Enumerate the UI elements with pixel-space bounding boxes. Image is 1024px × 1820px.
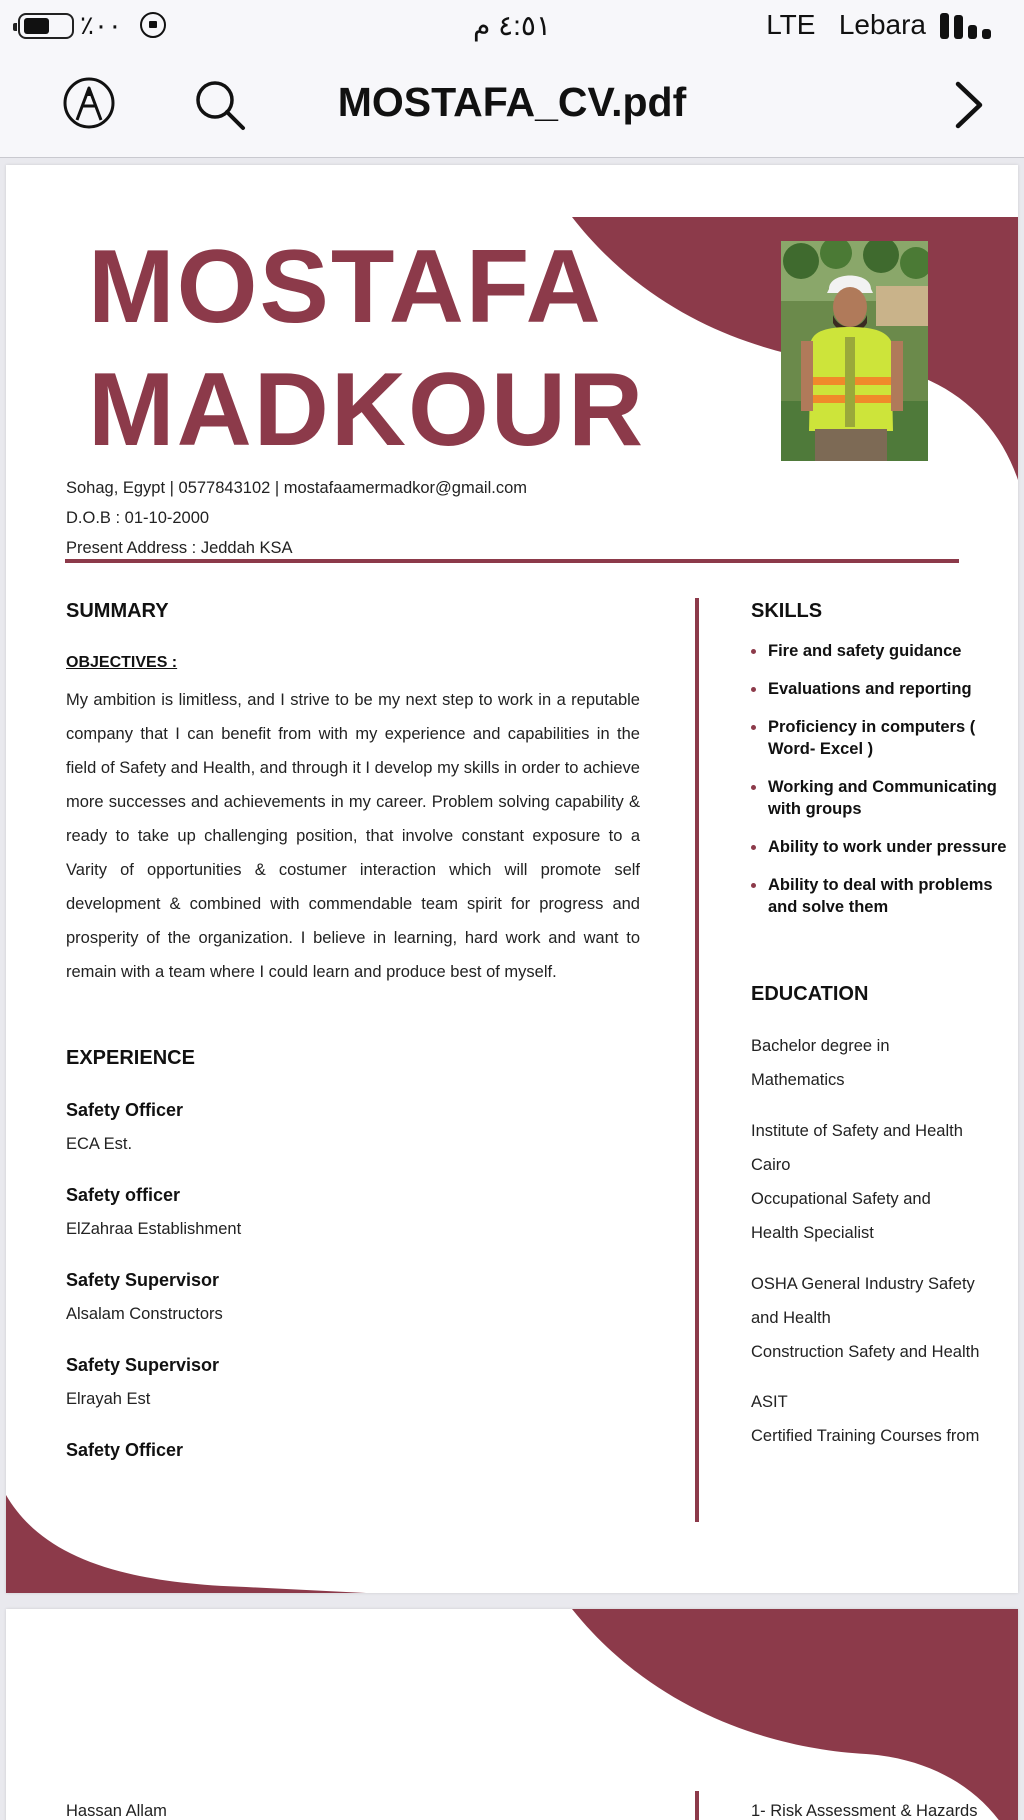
job-company: ECA Est.: [66, 1135, 133, 1153]
profile-photo-image: [781, 241, 928, 461]
name-first: MOSTAFA: [88, 229, 603, 345]
skills-list: [751, 640, 1018, 918]
skill-item: Evaluations and reporting: [751, 678, 1018, 700]
column-divider: [695, 1791, 699, 1820]
education-line: Cairo: [751, 1156, 791, 1174]
pdf-page-2[interactable]: [6, 1609, 1018, 1820]
signal-icon: [938, 13, 1012, 39]
education-line: Occupational Safety and: [751, 1190, 931, 1208]
education-line: Health Specialist: [751, 1224, 874, 1242]
skill-item: Working and Communicating with groups: [751, 776, 1018, 820]
job-title: Safety Officer: [66, 1100, 184, 1120]
clock: ٤:٥١ م: [472, 10, 552, 41]
education-line: Mathematics: [751, 1071, 845, 1089]
skills-heading: SKILLS: [751, 600, 823, 622]
header-divider: [65, 559, 959, 563]
education-line: Bachelor degree in: [751, 1037, 890, 1055]
job-title: Safety Supervisor: [66, 1355, 220, 1375]
carrier-info: [766, 9, 926, 41]
skill-item: Ability to work under pressure: [751, 836, 1018, 858]
contact-info: Sohag, Egypt | 0577843102 | mostafaamermadkor@gmail.com: [66, 479, 527, 497]
experience-heading: EXPERIENCE: [66, 1047, 195, 1069]
summary-heading: SUMMARY: [66, 600, 169, 622]
pdf-page-1[interactable]: [6, 165, 1018, 1593]
education-line: ASIT: [751, 1393, 788, 1411]
education-heading: EDUCATION: [751, 983, 869, 1005]
job-title: Safety officer: [66, 1185, 181, 1205]
date-of-birth: D.O.B : 01-10-2000: [66, 509, 210, 527]
name-last: MADKOUR: [88, 352, 646, 468]
page2-left-text: Hassan Allam: [66, 1802, 167, 1820]
job-title: Safety Officer: [66, 1440, 184, 1460]
job-company: ElZahraa Establishment: [66, 1220, 242, 1238]
network-type: LTE: [766, 9, 816, 40]
education-line: Certified Training Courses from: [751, 1427, 980, 1445]
job-company: Elrayah Est: [66, 1390, 151, 1408]
nav-bar: [0, 52, 1024, 158]
carrier-name: Lebara: [838, 9, 926, 40]
profile-photo: [781, 241, 928, 461]
summary-text: My ambition is limitless, and I strive to be my next step to work in a reputable company that I can benefit from with my experience and capabilities in the field of Safety and Health, and through it I develop my skills in order to achieve more successes and achievements in my career. Problem solving capability & ready to take up challenging position, that involve constant exposure to a Varity of opportunities & costumer interaction which will promote self development & combined with commendable team spirit for progress and prosperity of the organization. I believe in learning, hard work and want to remain with a team where I could learn and produce best of myself.: [66, 691, 640, 981]
skill-item: Ability to deal with problems and solve them: [751, 874, 1018, 918]
battery-percent: ٪۰۰: [80, 10, 122, 40]
page2-right-text: 1- Risk Assessment & Hazards: [751, 1802, 978, 1820]
document-title: MOSTAFA_CV.pdf: [337, 79, 687, 125]
column-divider: [695, 598, 699, 1522]
present-address: Present Address : Jeddah KSA: [66, 539, 293, 557]
decorative-wave-shape: [6, 1609, 1018, 1820]
skill-item: Fire and safety guidance: [751, 640, 1018, 662]
skill-item: Proficiency in computers ( Word- Excel ): [751, 716, 1018, 760]
job-title: Safety Supervisor: [66, 1270, 220, 1290]
education-line: Construction Safety and Health: [751, 1343, 980, 1361]
education-line: and Health: [751, 1309, 831, 1327]
objectives-label: OBJECTIVES :: [66, 654, 178, 671]
education-line: OSHA General Industry Safety: [751, 1275, 975, 1293]
chevron-right-icon[interactable]: [948, 80, 988, 130]
education-line: Institute of Safety and Health: [751, 1122, 963, 1140]
job-company: Alsalam Constructors: [66, 1305, 223, 1323]
status-bar: [0, 0, 1024, 52]
